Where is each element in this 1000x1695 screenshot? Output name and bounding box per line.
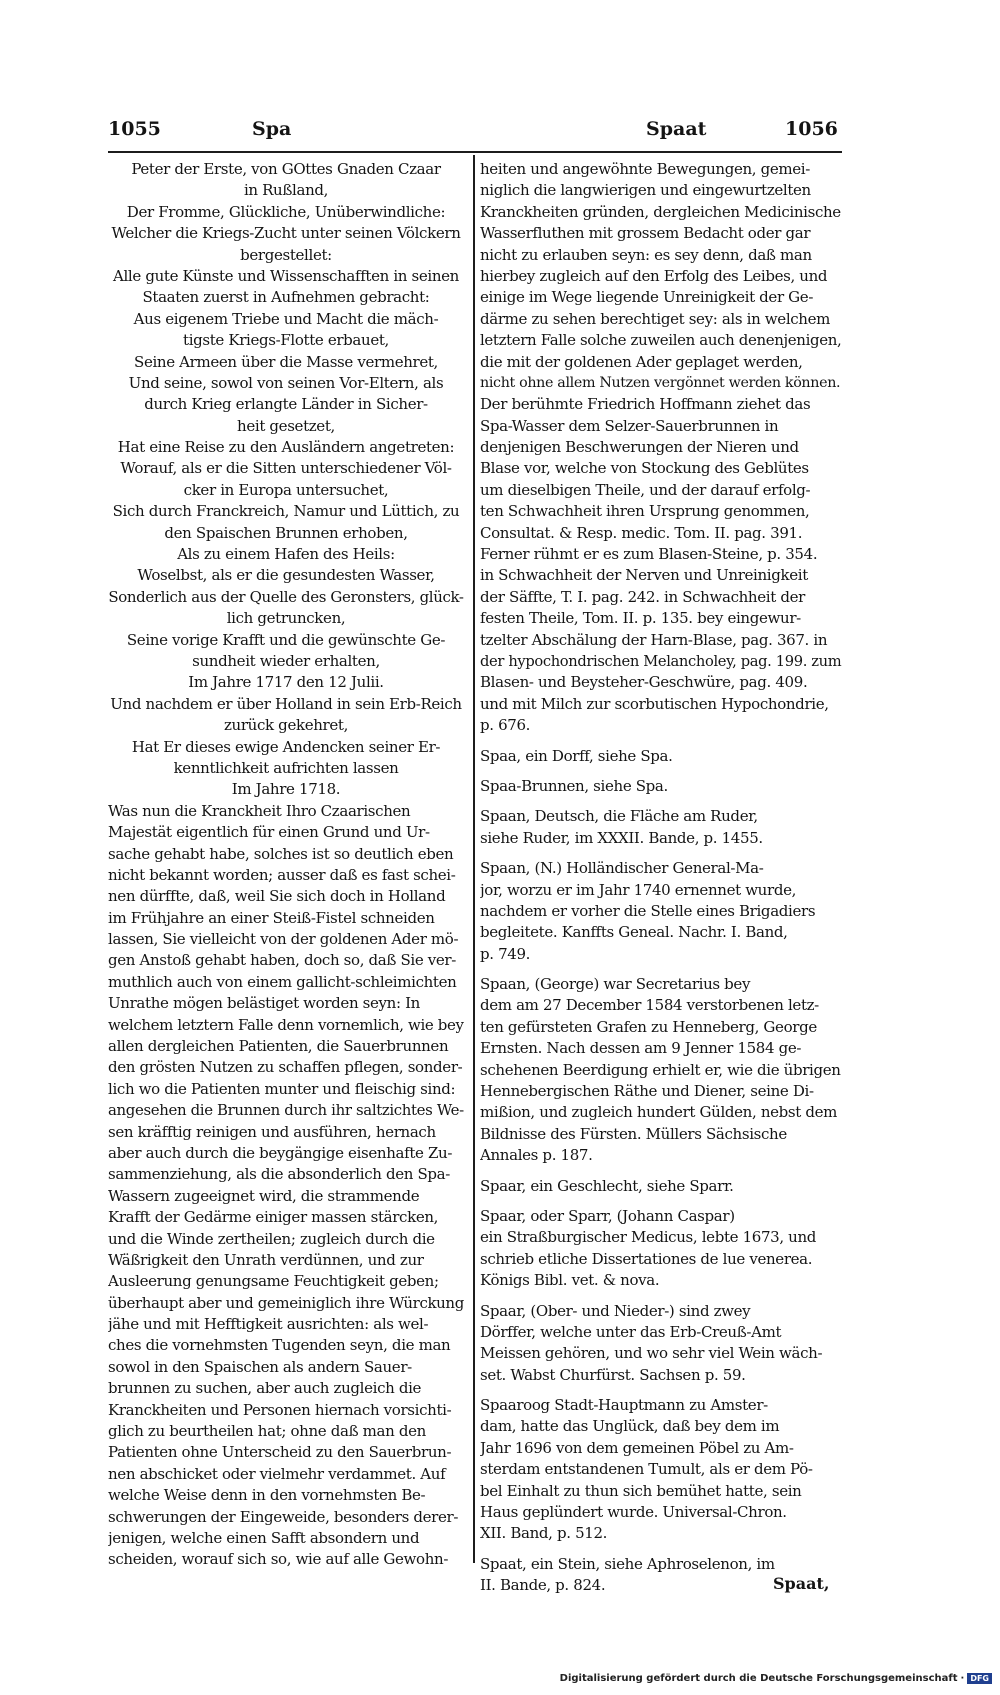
- text-line: Spaar, (Ober- und Nieder-) sind zwey: [480, 1301, 751, 1320]
- catchword-bottom: Spaat,: [773, 1574, 830, 1593]
- text-line: festen Theile, Tom. II. p. 135. bey eingewur-: [480, 609, 801, 628]
- entry-gap: [480, 767, 842, 776]
- text-line: Aus eigenem Triebe und Macht die mäch-: [133, 309, 439, 328]
- text-line: Blasen- und Beysteher-Geschwüre, pag. 409.: [480, 673, 808, 692]
- text-line: welche Weise denn in den vornehmsten Be-: [108, 1486, 426, 1505]
- text-line: Spaa, ein Dorff, siehe Spa.: [480, 746, 673, 765]
- right-column: [480, 159, 842, 1597]
- text-line: Consultat. & Resp. medic. Tom. II. pag. 391.: [480, 523, 803, 542]
- text-line: dem am 27 December 1584 verstorbenen letz-: [480, 996, 819, 1015]
- text-line: Kranckheiten und Personen hiernach vorsichti-: [108, 1400, 452, 1419]
- text-line: Dörffer, welche unter das Erb-Creuß-Amt: [480, 1322, 782, 1341]
- entry-gap: [480, 849, 842, 858]
- text-line: ches die vornehmsten Tugenden seyn, die man: [108, 1336, 451, 1355]
- text-line: Majestät eigentlich für einen Grund und Ur-: [108, 823, 430, 842]
- text-line: heiten und angewöhnte Bewegungen, gemei-: [480, 160, 810, 178]
- text-line: Annales p. 187.: [480, 1146, 593, 1165]
- entry-gap: [480, 1545, 842, 1554]
- text-line: und die Winde zertheilen; zugleich durch die: [108, 1229, 435, 1248]
- header-rule: [108, 151, 842, 153]
- text-line: nicht ohne allem Nutzen vergönnet werden können.: [480, 374, 841, 391]
- text-line: Welcher die Kriegs-Zucht unter seinen Völckern: [111, 224, 461, 243]
- entry-gap: [480, 737, 842, 746]
- entry-gap: [480, 1386, 842, 1395]
- text-line: Spaan, Deutsch, die Fläche am Ruder,: [480, 807, 758, 826]
- text-line: nen dürffte, daß, weil Sie sich doch in Holland: [108, 887, 446, 906]
- text-line: hierbey zugleich auf den Erfolg des Leibes, und: [480, 266, 828, 285]
- text-line: Sonderlich aus der Quelle des Geronsters, glück-: [108, 587, 464, 606]
- text-line: Meissen gehören, und wo sehr viel Wein wäch-: [480, 1344, 823, 1363]
- text-line: bel Einhalt zu thun sich bemühet hatte, sein: [480, 1481, 802, 1500]
- page-number-right: 1056: [785, 118, 838, 140]
- text-line: Haus geplündert wurde. Universal-Chron.: [480, 1503, 787, 1522]
- text-line: Wäßrigkeit den Unrath verdünnen, und zur: [108, 1250, 424, 1269]
- text-line: einige im Wege liegende Unreinigkeit der Ge-: [480, 288, 814, 307]
- text-line: Spa-Wasser dem Selzer-Sauerbrunnen in: [480, 416, 779, 435]
- text-line: überhaupt aber und gemeiniglich ihre Würckung: [108, 1293, 464, 1312]
- text-line: nicht bekannt worden; ausser daß es fast schei-: [108, 865, 456, 884]
- text-line: Worauf, als er die Sitten unterschiedener Völ-: [120, 459, 452, 478]
- text-line: Spaar, ein Geschlecht, siehe Sparr.: [480, 1176, 734, 1195]
- text-line: denjenigen Beschwerungen der Nieren und: [480, 438, 799, 457]
- running-head-right: Spaat: [646, 118, 707, 140]
- text-line: ein Straßburgischer Medicus, lebte 1673, und: [480, 1228, 817, 1247]
- text-line: Spaan, (George) war Secretarius bey: [480, 975, 751, 994]
- text-line: Krafft der Gedärme einiger massen stärcken,: [108, 1208, 439, 1227]
- text-line: Spaat, ein Stein, siehe Aphroselenon, im: [480, 1554, 775, 1573]
- text-line: der Säffte, T. I. pag. 242. in Schwachheit der: [480, 587, 805, 606]
- text-line: lich getruncken,: [226, 609, 346, 628]
- text-line: Der berühmte Friedrich Hoffmann ziehet das: [480, 395, 811, 414]
- text-line: begleitete. Kanffts Geneal. Nachr. I. Band,: [480, 923, 788, 942]
- footer-credit: Digitalisierung gefördert durch die Deutsche Forschungsgemeinschaft: [559, 1673, 958, 1684]
- text-line: Im Jahre 1718.: [231, 780, 341, 799]
- text-line: muthlich auch von einem gallicht-schleimichten: [108, 972, 457, 991]
- text-line: durch Krieg erlangte Länder in Sicher-: [144, 395, 428, 414]
- text-line: sowol in den Spaischen als andern Sauer-: [108, 1357, 412, 1376]
- text-line: Ernsten. Nach dessen am 9 Jenner 1584 ge-: [480, 1039, 802, 1058]
- text-line: in Schwachheit der Nerven und Unreinigkeit: [480, 566, 808, 585]
- text-line: Der Fromme, Glückliche, Unüberwindliche:: [126, 202, 446, 221]
- column-divider: [473, 155, 475, 1563]
- text-line: heit gesetzet,: [237, 416, 335, 435]
- text-line: ten gefürsteten Grafen zu Henneberg, George: [480, 1017, 817, 1036]
- text-line: p. 676.: [480, 716, 531, 735]
- text-line: därme zu sehen berechtiget sey: als in welchem: [480, 309, 831, 328]
- text-line: II. Bande, p. 824.: [480, 1576, 606, 1595]
- text-line: Als zu einem Hafen des Heils:: [177, 545, 395, 564]
- text-line: Wassern zugeeignet wird, die strammende: [108, 1186, 420, 1205]
- page-number-left: 1055: [108, 118, 161, 140]
- text-line: Hat eine Reise zu den Ausländern angetreten:: [117, 438, 455, 457]
- text-line: Unrathe mögen belästiget worden seyn: In: [108, 994, 420, 1013]
- entry-gap: [480, 1197, 842, 1206]
- text-line: in Rußland,: [243, 181, 329, 200]
- text-line: angesehen die Brunnen durch ihr saltzichtes We-: [108, 1101, 464, 1120]
- text-line: zurück gekehret,: [223, 716, 348, 735]
- text-line: Blase vor, welche von Stockung des Geblütes: [480, 459, 809, 478]
- text-line: Peter der Erste, von GOttes Gnaden Czaar: [131, 160, 441, 178]
- text-line: Spaar, oder Sparr, (Johann Caspar): [480, 1206, 735, 1225]
- text-line: Woselbst, als er die gesundesten Wasser,: [137, 566, 435, 585]
- text-line: sterdam entstandenen Tumult, als er dem Pö-: [480, 1460, 813, 1479]
- text-line: der hypochondrischen Melancholey, pag. 199. zum: [480, 652, 842, 670]
- text-line: Kranckheiten gründen, dergleichen Medicinische: [480, 202, 841, 221]
- text-line: Sich durch Franckreich, Namur und Lüttich, zu: [112, 502, 460, 521]
- text-line: bergestellet:: [240, 245, 332, 264]
- text-line: sundheit wieder erhalten,: [192, 651, 380, 670]
- text-line: Bildnisse des Fürsten. Müllers Sächsische: [480, 1124, 787, 1143]
- text-line: XII. Band, p. 512.: [480, 1524, 608, 1543]
- footer: Digitalisierung gefördert durch die Deutsche Forschungsgemeinschaft · DFG: [560, 1673, 992, 1684]
- text-line: Staaten zuerst in Aufnehmen gebracht:: [142, 288, 430, 307]
- text-line: cker in Europa untersuchet,: [183, 480, 389, 499]
- dfg-logo: DFG: [967, 1673, 992, 1684]
- text-line: letztern Falle solche zuweilen auch denenjenigen,: [480, 331, 842, 350]
- text-line: Ferner rühmt er es zum Blasen-Steine, p. 354.: [480, 545, 818, 564]
- text-line: Und seine, sowol von seinen Vor-Eltern, als: [128, 373, 444, 392]
- text-line: niglich die langwierigen und eingewurtzelten: [480, 181, 811, 200]
- text-line: brunnen zu suchen, aber auch zugleich die: [108, 1379, 422, 1398]
- text-line: um dieselbigen Theile, und der darauf erfolg-: [480, 480, 811, 499]
- text-line: und mit Milch zur scorbutischen Hypochondrie,: [480, 694, 829, 713]
- text-line: glich zu beurtheilen hat; ohne daß man den: [108, 1422, 426, 1441]
- text-line: Spaaroog Stadt-Hauptmann zu Amster-: [480, 1396, 768, 1415]
- entry-gap: [480, 1292, 842, 1301]
- text-line: schrieb etliche Dissertationes de lue venerea.: [480, 1249, 813, 1268]
- text-line: Patienten ohne Unterscheid zu den Sauerbrun-: [108, 1443, 452, 1462]
- text-line: Wasserfluthen mit grossem Bedacht oder gar: [480, 224, 811, 243]
- text-line: nicht zu erlauben seyn: es sey denn, daß man: [480, 245, 812, 264]
- text-line: dam, hatte das Unglück, daß bey dem im: [480, 1417, 780, 1436]
- text-line: Im Jahre 1717 den 12 Julii.: [188, 673, 384, 692]
- text-line: Seine Armeen über die Masse vermehret,: [134, 352, 438, 371]
- text-line: sammenziehung, als die absonderlich den Spa-: [108, 1165, 450, 1184]
- text-line: jor, worzu er im Jahr 1740 ernennet wurde,: [480, 880, 797, 899]
- entry-gap: [480, 965, 842, 974]
- text-line: Was nun die Kranckheit Ihro Czaarischen: [108, 801, 411, 820]
- text-line: Königs Bibl. vet. & nova.: [480, 1271, 660, 1290]
- text-line: mißion, und zugleich hundert Gülden, nebst dem: [480, 1103, 838, 1122]
- text-line: sen kräfftig reinigen und ausführen, hernach: [108, 1122, 436, 1141]
- text-line: schehenen Beerdigung erhielt er, wie die übrigen: [480, 1060, 841, 1079]
- left-column: [108, 159, 464, 1571]
- text-line: den Spaischen Brunnen erhoben,: [164, 523, 408, 542]
- text-line: jenigen, welche einen Safft absondern und: [108, 1529, 420, 1547]
- text-line: lich wo die Patienten munter und fleischig sind:: [108, 1079, 456, 1098]
- text-line: p. 749.: [480, 944, 531, 963]
- text-line: Hat Er dieses ewige Andencken seiner Er-: [131, 737, 441, 756]
- text-line: lassen, Sie vielleicht von der goldenen Ader mö-: [108, 930, 459, 949]
- text-line: scheiden, worauf sich so, wie auf alle Gewohn-: [108, 1550, 449, 1569]
- running-head-left: Spa: [252, 118, 292, 140]
- text-line: Und nachdem er über Holland in sein Erb-Reich: [110, 694, 462, 713]
- text-line: Ausleerung genungsame Feuchtigkeit geben;: [108, 1272, 439, 1291]
- text-line: jähe und mit Hefftigkeit ausrichten: als wel-: [108, 1315, 429, 1334]
- entry-gap: [480, 797, 842, 806]
- text-line: Jahr 1696 von dem gemeinen Pöbel zu Am-: [480, 1438, 794, 1457]
- text-line: Spaan, (N.) Holländischer General-Ma-: [480, 859, 764, 878]
- entry-gap: [480, 1167, 842, 1176]
- text-line: ten Schwachheit ihren Ursprung genommen,: [480, 502, 810, 521]
- text-line: gen Anstoß gehabt haben, doch so, daß Sie ver-: [108, 951, 456, 970]
- text-line: kenntlichkeit aufrichten lassen: [173, 758, 399, 777]
- text-line: Seine vorige Krafft und die gewünschte Ge-: [126, 630, 446, 649]
- text-line: Alle gute Künste und Wissenschafften in seinen: [113, 266, 459, 285]
- text-line: aber auch durch die beygängige eisenhafte Zu-: [108, 1143, 453, 1162]
- text-line: set. Wabst Churfürst. Sachsen p. 59.: [480, 1365, 746, 1384]
- text-line: im Frühjahre an einer Steiß-Fistel schneiden: [108, 908, 435, 927]
- text-line: siehe Ruder, im XXXII. Bande, p. 1455.: [480, 828, 763, 847]
- text-line: die mit der goldenen Ader geplaget werden,: [480, 352, 803, 371]
- text-line: nen abschicket oder vielmehr verdammet. Auf: [108, 1464, 446, 1483]
- text-line: welchem letztern Falle denn vornemlich, wie bey: [108, 1015, 464, 1034]
- text-line: nachdem er vorher die Stelle eines Brigadiers: [480, 901, 816, 920]
- text-line: den grösten Nutzen zu schaffen pflegen, sonder-: [108, 1058, 463, 1077]
- text-line: schwerungen der Eingeweide, besonders derer-: [108, 1507, 459, 1526]
- text-line: tzelter Abschälung der Harn-Blase, pag. 367. in: [480, 630, 828, 649]
- text-line: Hennebergischen Räthe und Diener, seine Di-: [480, 1082, 814, 1101]
- text-line: tigste Kriegs-Flotte erbauet,: [183, 331, 389, 350]
- text-line: Spaa-Brunnen, siehe Spa.: [480, 776, 668, 795]
- text-line: sache gehabt habe, solches ist so deutlich eben: [108, 844, 454, 863]
- text-line: allen dergleichen Patienten, die Sauerbrunnen: [108, 1037, 449, 1056]
